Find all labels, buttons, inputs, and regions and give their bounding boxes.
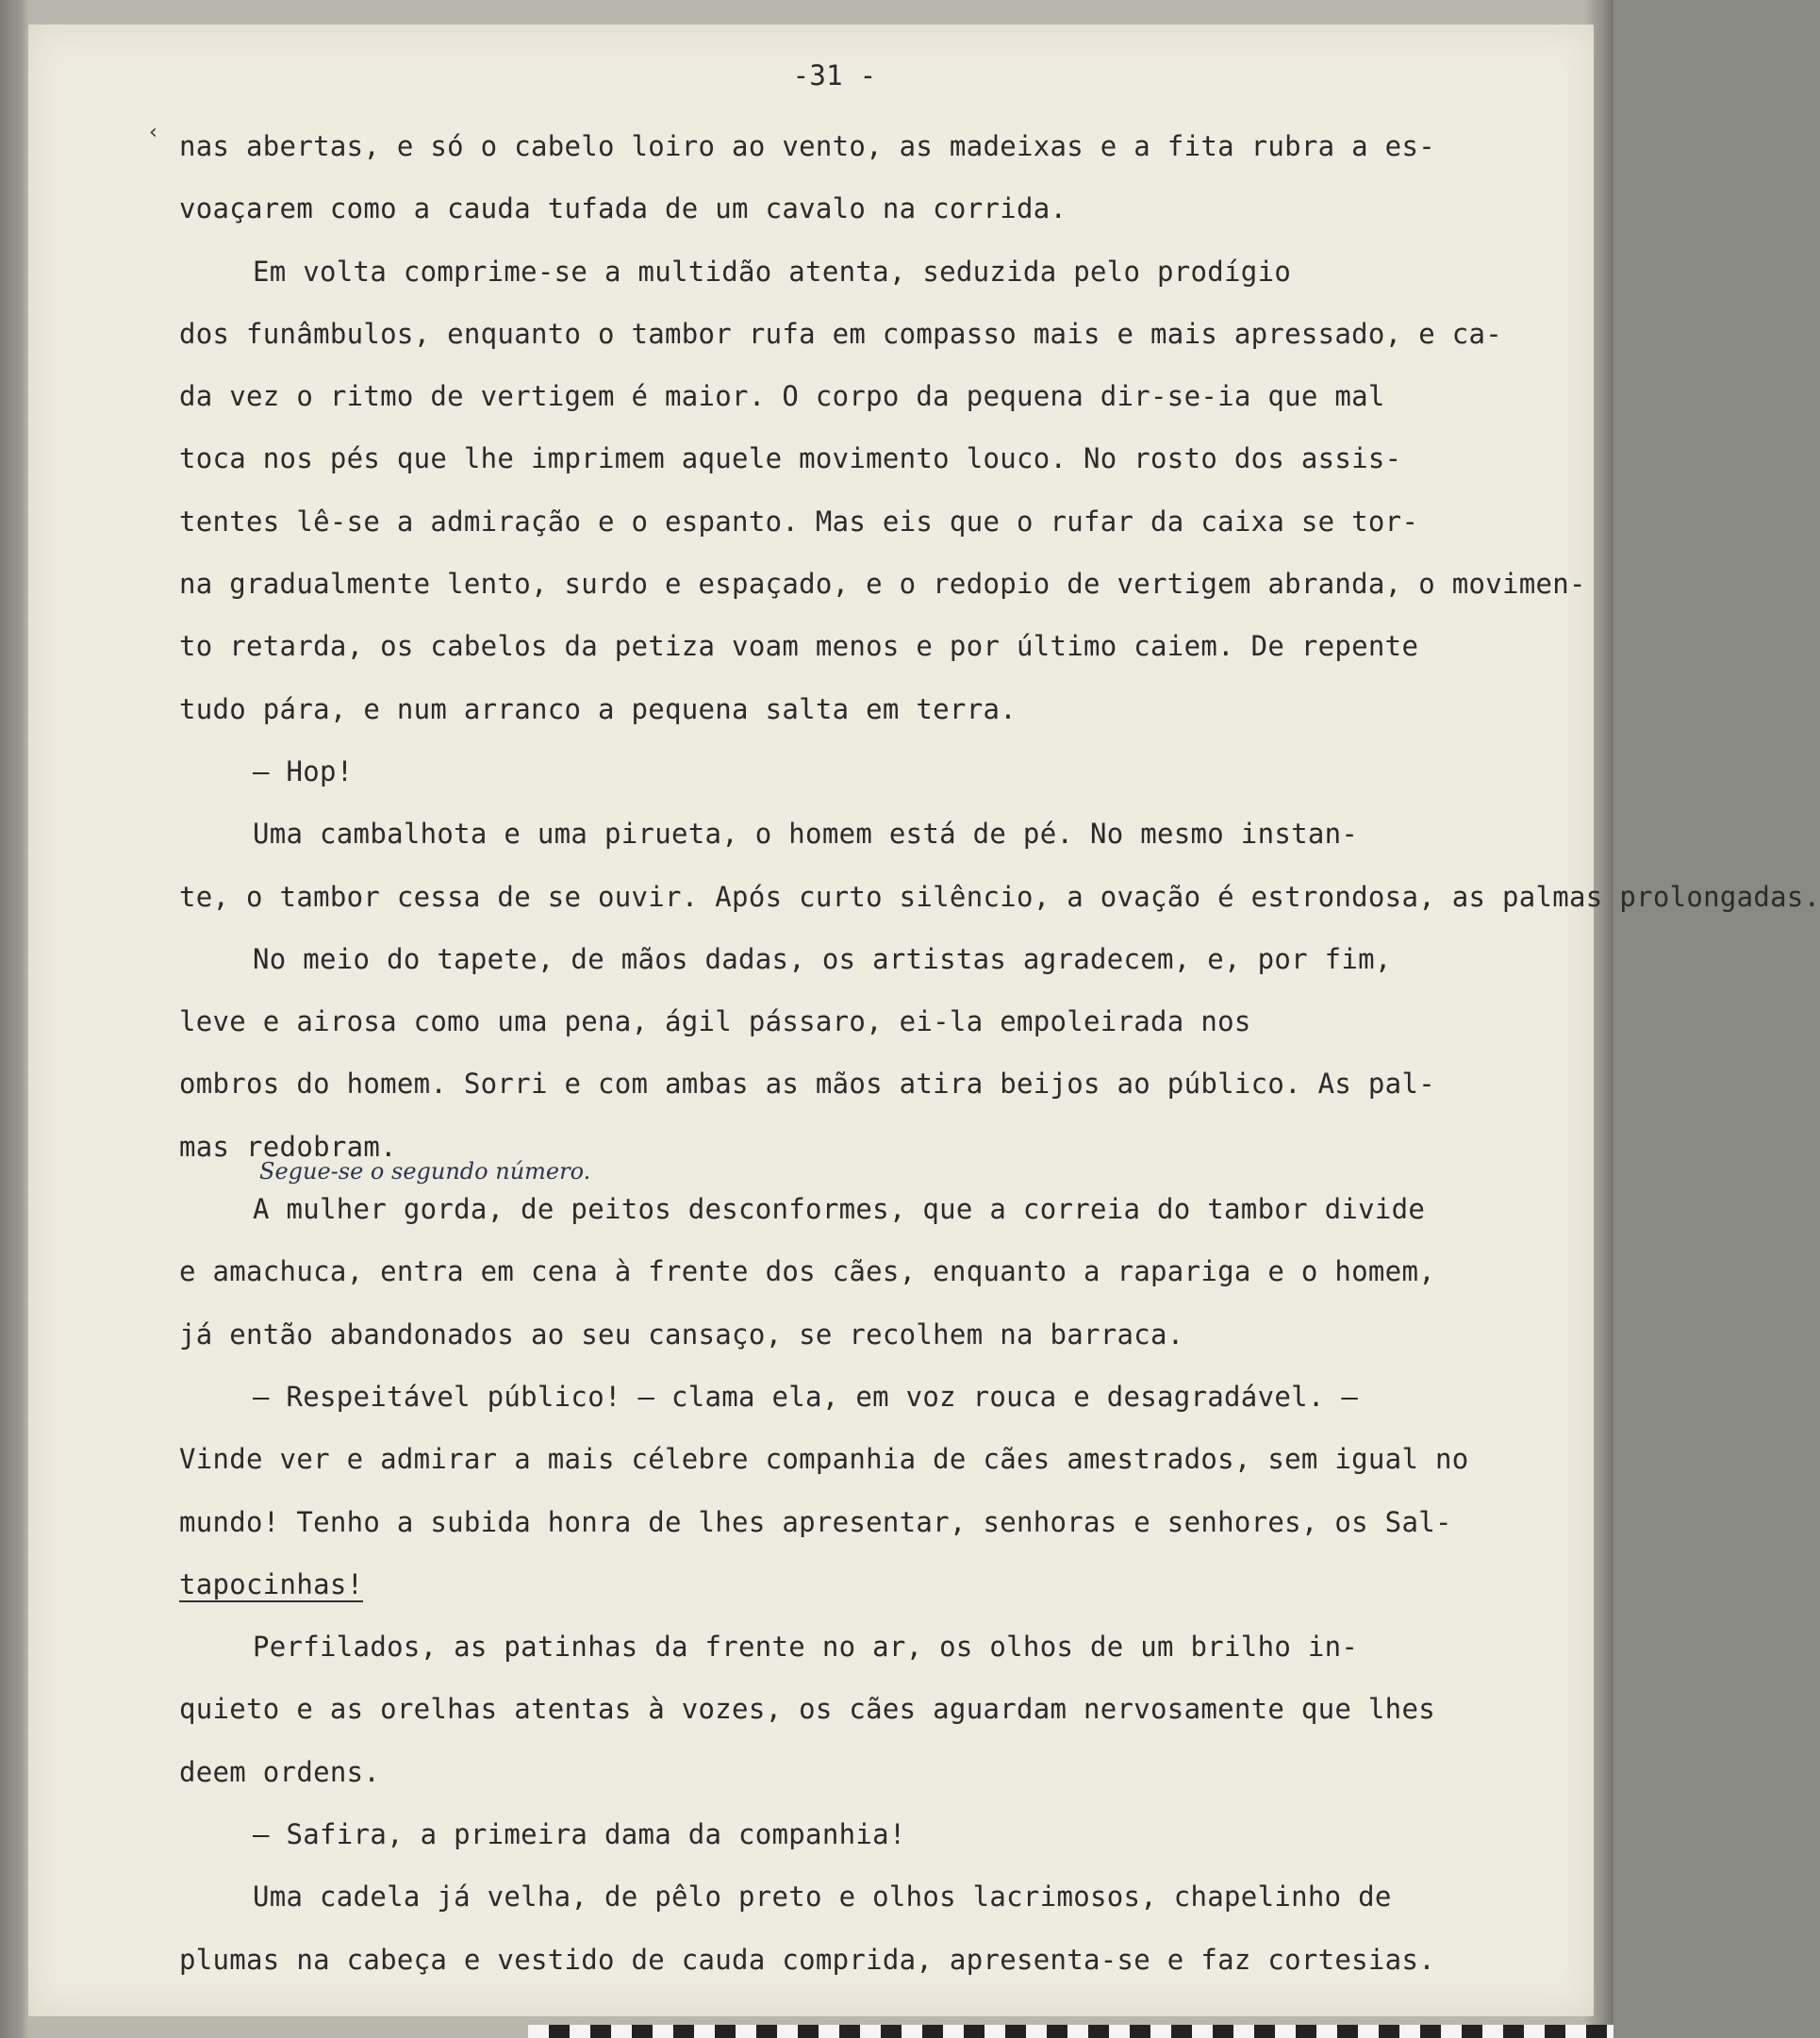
text-line bbox=[179, 1553, 1584, 1615]
text-line: Vinde ver e admirar a mais célebre companhia de cães amestrados, sem igual no bbox=[179, 1443, 1469, 1476]
text-line: ombros do homem. Sorri e com ambas as mãos atira beijos ao público. As pal- bbox=[179, 1068, 1435, 1101]
text-line: te, o tambor cessa de se ouvir. Após curto silêncio, a ovação é estrondosa, as palmas prolongadas. bbox=[179, 880, 1820, 913]
underlined-title: tapocinhas! bbox=[179, 1567, 364, 1600]
text-line: quieto e as orelhas atentas à vozes, os cães aguardam nervosamente que lhes bbox=[179, 1693, 1435, 1726]
typed-text bbox=[179, 57, 1820, 1991]
text-line: da vez o ritmo de vertigem é maior. O corpo da pequena dir-se-ia que mal bbox=[179, 380, 1385, 413]
text-line: voaçarem como a cauda tufada de um cavalo na corrida. bbox=[179, 192, 1067, 225]
text-line: — Safira, a primeira dama da companhia! bbox=[253, 1818, 906, 1851]
text-line: to retarda, os cabelos da petiza voam menos e por último caiem. De repente bbox=[179, 630, 1419, 663]
text-line: plumas na cabeça e vestido de cauda comprida, apresenta-se e faz cortesias. bbox=[179, 1943, 1435, 1976]
text-line: e amachuca, entra em cena à frente dos cães, enquanto a rapariga e o homem, bbox=[179, 1255, 1435, 1288]
text-line: mundo! Tenho a subida honra de lhes apresentar, senhoras e senhores, os Sal- bbox=[179, 1505, 1452, 1538]
text-line: na gradualmente lento, surdo e espaçado, e o redopio de vertigem abranda, o movimen- bbox=[179, 568, 1586, 601]
text-line: dos funâmbulos, enquanto o tambor rufa em compasso mais e mais apressado, e ca- bbox=[179, 317, 1502, 350]
page-number: -31 - bbox=[792, 59, 877, 91]
text-line: leve e airosa como uma pena, ágil pássaro, ei-la empoleirada nos bbox=[179, 1005, 1251, 1038]
text-line: deem ordens. bbox=[179, 1755, 381, 1788]
color-calibration-strip bbox=[528, 2025, 1613, 2038]
text-line: Uma cambalhota e uma pirueta, o homem está de pé. No mesmo instan- bbox=[253, 818, 1359, 851]
margin-mark: ‹ bbox=[149, 121, 157, 144]
text-line: toca nos pés que lhe imprimem aquele movimento louco. No rosto dos assis- bbox=[179, 442, 1402, 475]
text-line: Em volta comprime-se a multidão atenta, seduzida pelo prodígio bbox=[253, 255, 1292, 288]
text-line: tudo pára, e num arranco a pequena salta em terra. bbox=[179, 692, 1017, 725]
text-line: — Hop! bbox=[253, 754, 354, 787]
text-line: A mulher gorda, de peitos desconformes, que a correia do tambor divide bbox=[253, 1193, 1426, 1226]
text-line: tentes lê-se a admiração e o espanto. Mas eis que o rufar da caixa se tor- bbox=[179, 505, 1419, 538]
text-line: Perfilados, as patinhas da frente no ar, os olhos de um brilho in- bbox=[253, 1631, 1359, 1664]
text-line: — Respeitável público! — clama ela, em voz rouca e desagradável. — bbox=[253, 1380, 1359, 1413]
text-line: No meio do tapete, de mãos dadas, os artistas agradecem, e, por fim, bbox=[253, 942, 1392, 975]
text-line: Uma cadela já velha, de pêlo preto e olhos lacrimosos, chapelinho de bbox=[253, 1881, 1392, 1914]
text-line: nas abertas, e só o cabelo loiro ao vento, as madeixas e a fita rubra a es- bbox=[179, 130, 1435, 162]
text-line: mas redobram. bbox=[179, 1130, 397, 1163]
text-line: já então abandonados ao seu cansaço, se recolhem na barraca. bbox=[179, 1317, 1184, 1350]
handwritten-note: Segue-se o segundo número. bbox=[259, 1158, 591, 1185]
